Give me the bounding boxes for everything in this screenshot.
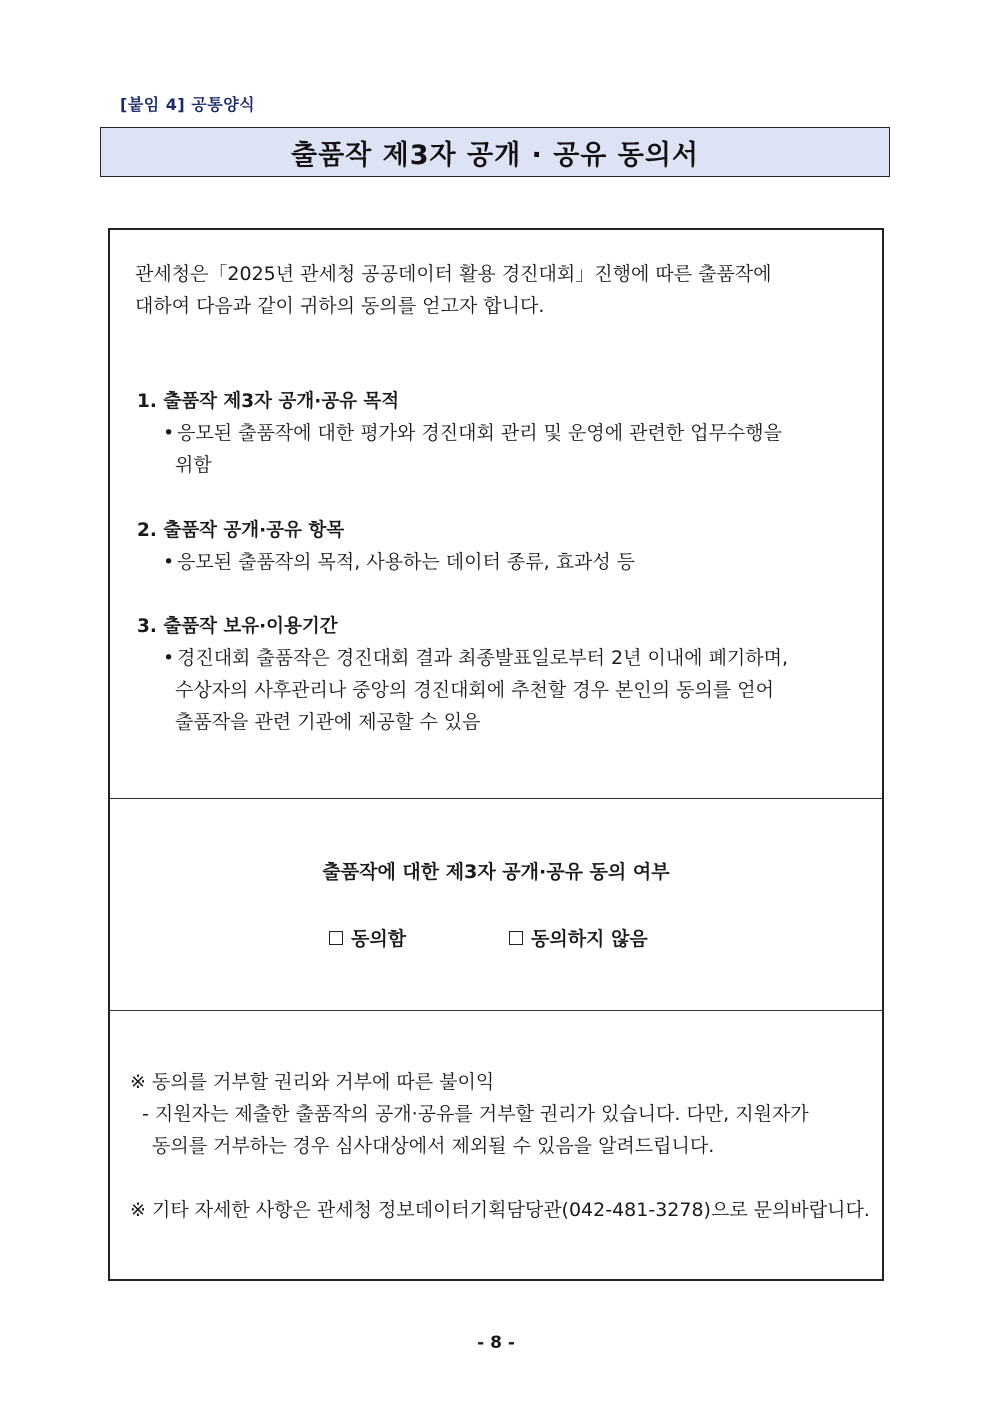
- section-heading-items: 2. 출품작 공개·공유 항목: [137, 520, 345, 541]
- bullet-icon: •: [163, 422, 175, 444]
- section-period-line-2: 수상자의 사후관리나 중앙의 경진대회에 추천할 경우 본인의 동의를 얻어: [175, 679, 774, 701]
- notes-section: [110, 1011, 882, 1281]
- section-heading-purpose: 1. 출품작 제3자 공개·공유 목적: [137, 391, 400, 412]
- agree-label: 동의함: [351, 928, 407, 950]
- section-purpose-line-1: • 응모된 출품작에 대한 평가와 경진대회 관리 및 운영에 관련한 업무수행을: [163, 418, 782, 449]
- refuse-rights-line-1: - 지원자는 제출한 출품작의 공개·공유를 거부할 권리가 있습니다. 다만, 지원자가: [142, 1103, 809, 1125]
- bullet-icon: •: [163, 551, 175, 573]
- document-title: 출품작 제3자 공개 · 공유 동의서: [290, 139, 700, 171]
- intro-line-2: 대하여 다음과 같이 귀하의 동의를 얻고자 합니다.: [135, 295, 545, 317]
- section-items-line-1: • 응모된 출품작의 목적, 사용하는 데이터 종류, 효과성 등: [163, 547, 635, 578]
- refuse-rights-title: ※ 동의를 거부할 권리와 거부에 따른 불이익: [130, 1071, 495, 1093]
- page-number: - 8 -: [477, 1333, 515, 1353]
- consent-section: [110, 799, 882, 1011]
- info-section: [110, 230, 882, 799]
- consent-question: 출품작에 대한 제3자 공개·공유 동의 여부: [322, 861, 670, 883]
- contact-note: ※ 기타 자세한 사항은 관세청 정보데이터기획담당관(042-481-3278)으로 문의바랍니다.: [130, 1199, 870, 1221]
- refuse-rights-line-2: 동의를 거부하는 경우 심사대상에서 제외될 수 있음을 알려드립니다.: [152, 1135, 715, 1157]
- agree-checkbox[interactable]: [329, 931, 343, 945]
- disagree-option[interactable]: [509, 924, 648, 951]
- consent-form: [108, 228, 884, 1281]
- section-period-line-1: • 경진대회 출품작은 경진대회 결과 최종발표일로부터 2년 이내에 폐기하며,: [163, 643, 788, 674]
- agree-option[interactable]: [329, 924, 406, 951]
- bullet-icon: •: [163, 647, 175, 669]
- disagree-label: 동의하지 않음: [531, 928, 648, 950]
- section-purpose-line-2: 위함: [175, 454, 212, 476]
- disagree-checkbox[interactable]: [509, 931, 523, 945]
- section-heading-period: 3. 출품작 보유·이용기간: [137, 616, 338, 637]
- section-period-line-3: 출품작을 관련 기관에 제공할 수 있음: [175, 711, 481, 733]
- attachment-label: [붙임 4] 공통양식: [120, 95, 256, 114]
- document-title-box: [100, 127, 890, 177]
- intro-line-1: 관세청은「2025년 관세청 공공데이터 활용 경진대회」진행에 따른 출품작에: [135, 263, 772, 285]
